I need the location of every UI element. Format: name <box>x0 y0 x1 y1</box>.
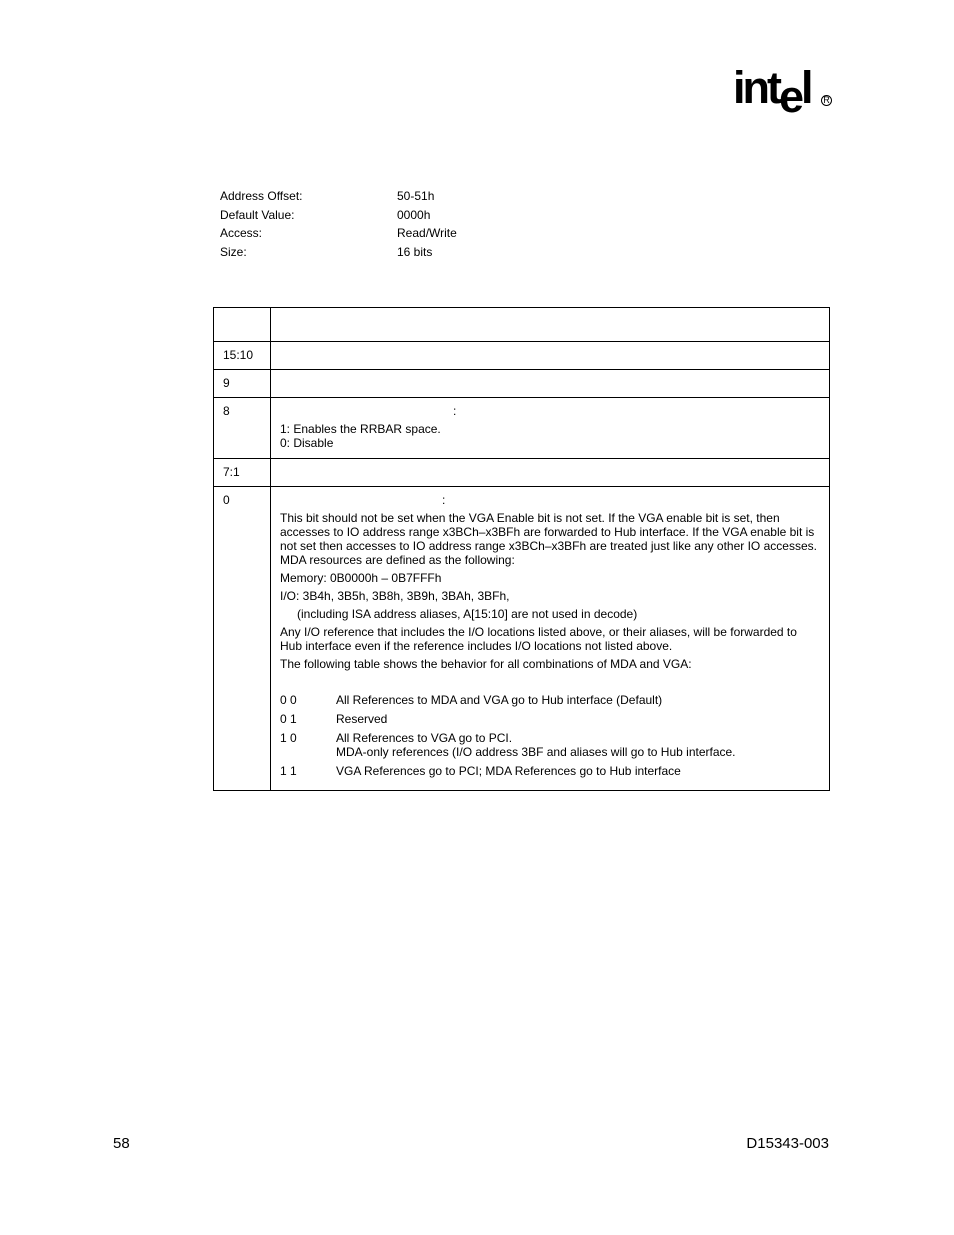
attr-label: Address Offset: <box>220 189 303 203</box>
combo-row <box>280 712 820 726</box>
description-paragraph: This bit should not be set when the VGA Enable bit is not set. If the VGA enable bit is set, then accesses to IO address range x3BCh–x3BFh are forwarded to Hub interface. If the VGA enable bit is not set then accesses to IO address range x3BCh–x3BFh are treated just like any other IO accesses. MDA resources are defined as the following: <box>280 511 817 567</box>
attr-value: 0000h <box>397 207 431 222</box>
memory-range: Memory: 0B0000h – 0B7FFFh <box>280 571 442 585</box>
combo-text-continued: MDA-only references (I/O address 3BF and aliases will go to Hub interface. <box>336 745 736 759</box>
attr-label: Size: <box>220 244 247 259</box>
field-name-line <box>280 404 820 418</box>
table-row <box>214 370 830 398</box>
intel-logo <box>733 58 833 120</box>
bit-cell: 9 <box>214 370 271 398</box>
description-cell <box>271 342 830 370</box>
combo-row <box>280 693 820 707</box>
field-colon: : <box>442 493 446 507</box>
attr-value: 50-51h <box>397 189 435 203</box>
table-row <box>214 398 830 459</box>
spacer <box>280 671 820 688</box>
table-row <box>214 342 830 370</box>
combo-code: 0 0 <box>280 693 297 707</box>
attr-value: Read/Write <box>397 226 457 241</box>
description-cell <box>271 370 830 398</box>
bit-cell: 0 <box>214 487 271 791</box>
combo-text: VGA References go to PCI; MDA References go to Hub interface <box>336 764 681 778</box>
register-bit-table <box>213 307 830 791</box>
registered-mark: R <box>821 95 832 106</box>
table-row <box>214 459 830 487</box>
io-note: (including ISA address aliases, A[15:10] are not used in decode) <box>297 607 638 621</box>
description-line: 0: Disable <box>280 436 334 450</box>
description-paragraph: The following table shows the behavior for all combinations of MDA and VGA: <box>280 657 692 671</box>
io-range: I/O: 3B4h, 3B5h, 3B8h, 3B9h, 3BAh, 3BFh, <box>280 589 510 603</box>
header-cell-bit <box>214 308 271 342</box>
description-paragraph: Any I/O reference that includes the I/O locations listed above, or their aliases, will be forwarded to Hub interface even if the reference includes I/O locations not listed above. <box>280 625 797 653</box>
description-cell <box>271 459 830 487</box>
combo-text: All References to VGA go to PCI. <box>336 731 513 745</box>
field-name-line <box>280 493 820 507</box>
attr-label: Default Value: <box>220 207 295 222</box>
combo-row <box>280 764 820 778</box>
logo-wordmark: intel <box>733 62 811 122</box>
combo-code: 0 1 <box>280 712 297 726</box>
table-header-row <box>214 308 830 342</box>
description-cell <box>271 487 830 791</box>
header-cell-description <box>271 308 830 342</box>
table-row <box>214 487 830 791</box>
document-id: D15343-003 <box>746 1135 829 1152</box>
description-line: 1: Enables the RRBAR space. <box>280 422 441 436</box>
combo-text: Reserved <box>336 712 388 726</box>
combo-text: All References to MDA and VGA go to Hub interface (Default) <box>336 693 663 707</box>
attr-label: Access: <box>220 226 263 241</box>
bit-cell: 7:1 <box>214 459 271 487</box>
combo-code: 1 0 <box>280 731 297 745</box>
combo-row <box>280 731 820 759</box>
description-cell <box>271 398 830 459</box>
combo-code: 1 1 <box>280 764 297 778</box>
page-number: 58 <box>113 1135 130 1152</box>
bit-cell: 8 <box>214 398 271 459</box>
field-colon: : <box>453 404 457 418</box>
bit-cell: 15:10 <box>214 342 271 370</box>
attr-value: 16 bits <box>397 244 433 259</box>
